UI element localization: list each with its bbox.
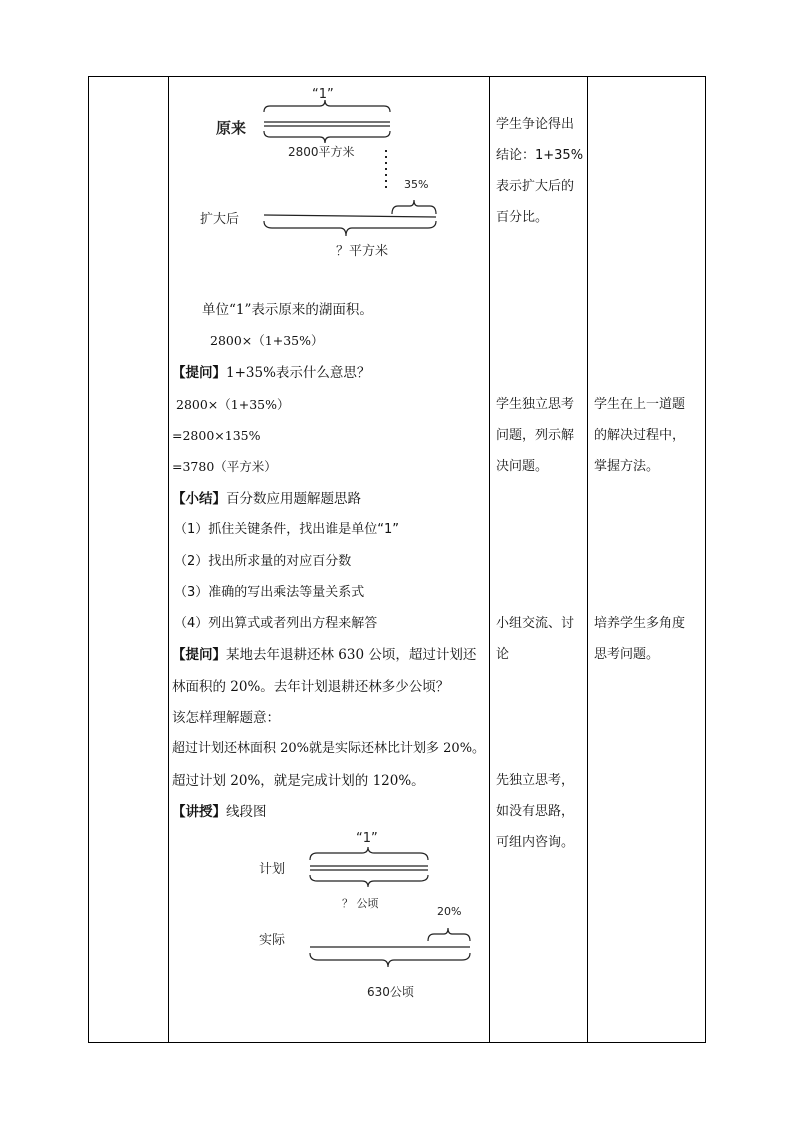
diagram2-plan-label: 计划 [259, 862, 286, 877]
calc-line-2: =2800×135% [172, 428, 261, 443]
student-line: 学生独立思考 [496, 397, 575, 412]
diagram1-percent: 35% [404, 178, 429, 191]
student-line: 结论：1+35% [496, 148, 584, 163]
question-text: 1+35%表示什么意思？ [226, 365, 371, 381]
student-line: 可组内咨询。 [496, 835, 575, 850]
intent-line: 思考问题。 [594, 647, 660, 662]
intent-line: 的解决过程中， [594, 428, 686, 443]
lecture-tag: 【讲授】 [172, 804, 226, 820]
student-line: 如没有思路， [496, 804, 575, 819]
diagram2-actual-value: 630公顷 [367, 985, 414, 999]
question-text: 某地去年退耕还林 630 公顷，超过计划还 [226, 647, 477, 663]
expression-1: 2800×（1+35%） [210, 333, 324, 348]
student-line: 百分比。 [496, 210, 549, 225]
student-line: 先独立思考， [496, 773, 575, 788]
step-4: （4）列出算式或者列出方程来解答 [174, 616, 378, 631]
intent-line: 学生在上一道题 [594, 397, 686, 412]
explanation-1: 超过计划还林面积 20%就是实际还林比计划多 20%。 [172, 741, 486, 756]
understand-prompt: 该怎样理解题意： [172, 710, 280, 726]
summary-tag: 【小结】 [172, 491, 226, 507]
lecture-text: 线段图 [226, 804, 267, 820]
unit-note: 单位“1”表示原来的湖面积。 [202, 302, 373, 318]
diagram1-original-label: 原来 [216, 119, 247, 137]
step-3: （3）准确的写出乘法等量关系式 [174, 585, 365, 600]
student-line: 论 [496, 647, 510, 662]
step-2: （2）找出所求量的对应百分数 [174, 554, 352, 569]
question-tag: 【提问】 [172, 647, 226, 663]
diagram1-original-value: 2800平方米 [288, 145, 355, 159]
explanation-2: 超过计划 20%，就是完成计划的 120%。 [172, 773, 425, 789]
diagram2-unit-label: “1” [356, 831, 378, 846]
question-2-line-2: 林面积的 20%。去年计划退耕还林多少公顷？ [172, 679, 450, 695]
calc-line-3: =3780（平方米） [172, 459, 277, 474]
student-line: 表示扩大后的 [496, 179, 575, 194]
intent-line: 掌握方法。 [594, 459, 660, 474]
intent-line: 培养学生多角度 [594, 616, 686, 631]
diagram2-actual-label: 实际 [259, 933, 286, 948]
student-line: 学生争论得出 [496, 117, 575, 132]
summary-text: 百分数应用题解题思路 [226, 491, 361, 507]
calc-line-1: 2800×（1+35%） [176, 397, 290, 412]
step-1: （1）抓住关键条件，找出谁是单位“1” [174, 522, 400, 537]
student-line: 决问题。 [496, 459, 549, 474]
diagram1-expanded-label: 扩大后 [200, 212, 240, 227]
diagram1-unit-label: “1” [312, 87, 334, 102]
diagram2-plan-value: ？ 公顷 [342, 897, 379, 910]
student-line: 小组交流、讨 [496, 616, 575, 631]
student-line: 问题，列示解 [496, 428, 575, 443]
diagram2-percent: 20% [437, 905, 462, 918]
diagram1-unknown-label: ？平方米 [336, 244, 389, 259]
question-tag: 【提问】 [172, 365, 226, 381]
